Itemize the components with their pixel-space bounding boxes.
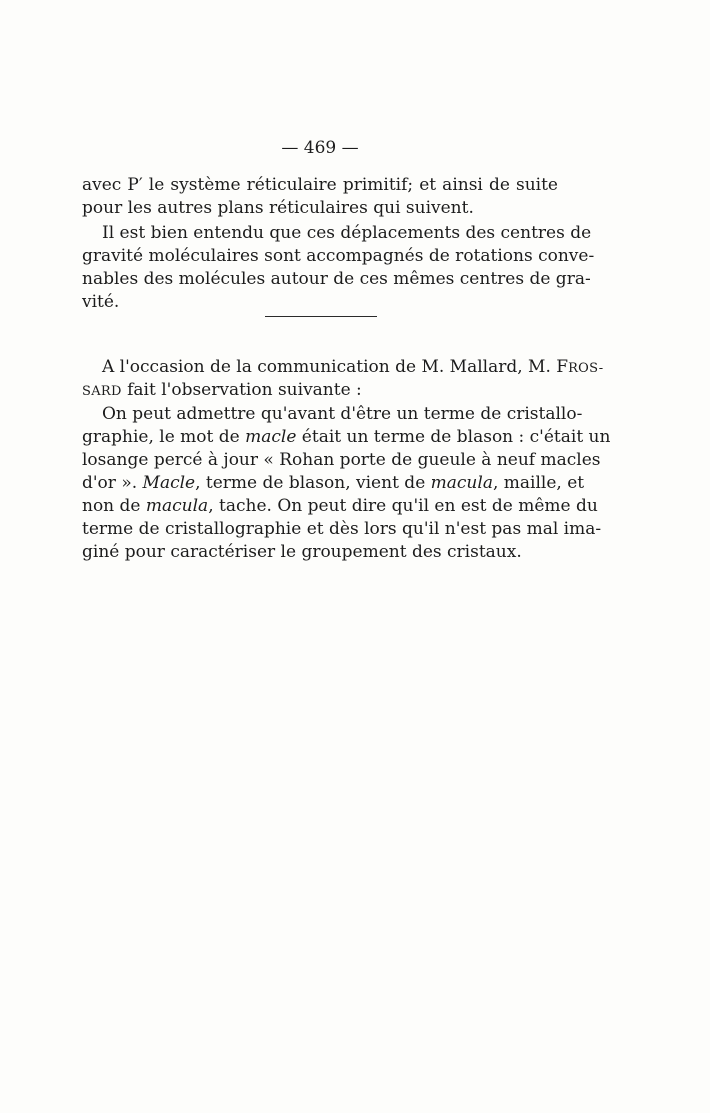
- text-run: , terme de blason, vient de: [195, 473, 431, 493]
- text-line: [82, 426, 611, 448]
- text-line: [82, 472, 585, 494]
- text-run: d'or ».: [82, 473, 143, 493]
- text-run: , maille, et: [492, 473, 585, 493]
- small-caps-name: ROS-: [568, 361, 604, 376]
- text-run: était un terme de blason : c'était un: [296, 427, 611, 447]
- italic-term: Macle: [142, 473, 196, 493]
- page-number: — 469 —: [281, 138, 359, 158]
- text-line: vité.: [82, 292, 120, 312]
- text-run: graphie, le mot de: [82, 427, 246, 447]
- text-run: A l'occasion de la communication de M. Mallard, M. F: [102, 357, 569, 377]
- text-line: nables des molécules autour de ces mêmes centres de gra-: [82, 269, 591, 289]
- text-run: , tache. On peut dire qu'il en est de même du: [208, 496, 598, 516]
- text-line: giné pour caractériser le groupement des cristaux.: [82, 542, 522, 562]
- italic-term: macula: [430, 473, 493, 493]
- text-line: terme de cristallographie et dès lors qu'il n'est pas mal ima-: [82, 519, 602, 539]
- text-line: pour les autres plans réticulaires qui suivent.: [82, 198, 474, 218]
- small-caps-name: SARD: [82, 384, 122, 399]
- text-line: [82, 495, 598, 517]
- text-line: [82, 379, 558, 401]
- italic-term: macula: [145, 496, 209, 516]
- text-line: [82, 356, 604, 378]
- text-line: avec P′ le système réticulaire primitif; et ainsi de suite: [82, 175, 558, 195]
- italic-term: macle: [245, 427, 297, 447]
- text-line: gravité moléculaires sont accompagnés de rotations conve-: [82, 246, 595, 266]
- text-run: non de: [82, 496, 146, 516]
- text-line: Il est bien entendu que ces déplacements des centres de: [102, 223, 592, 243]
- section-divider: [265, 316, 377, 317]
- text-line: On peut admettre qu'avant d'être un terme de cristallo-: [102, 404, 583, 424]
- text-run: fait l'observation suivante :: [121, 380, 362, 400]
- text-line: losange percé à jour « Rohan porte de gueule à neuf macles: [82, 450, 601, 470]
